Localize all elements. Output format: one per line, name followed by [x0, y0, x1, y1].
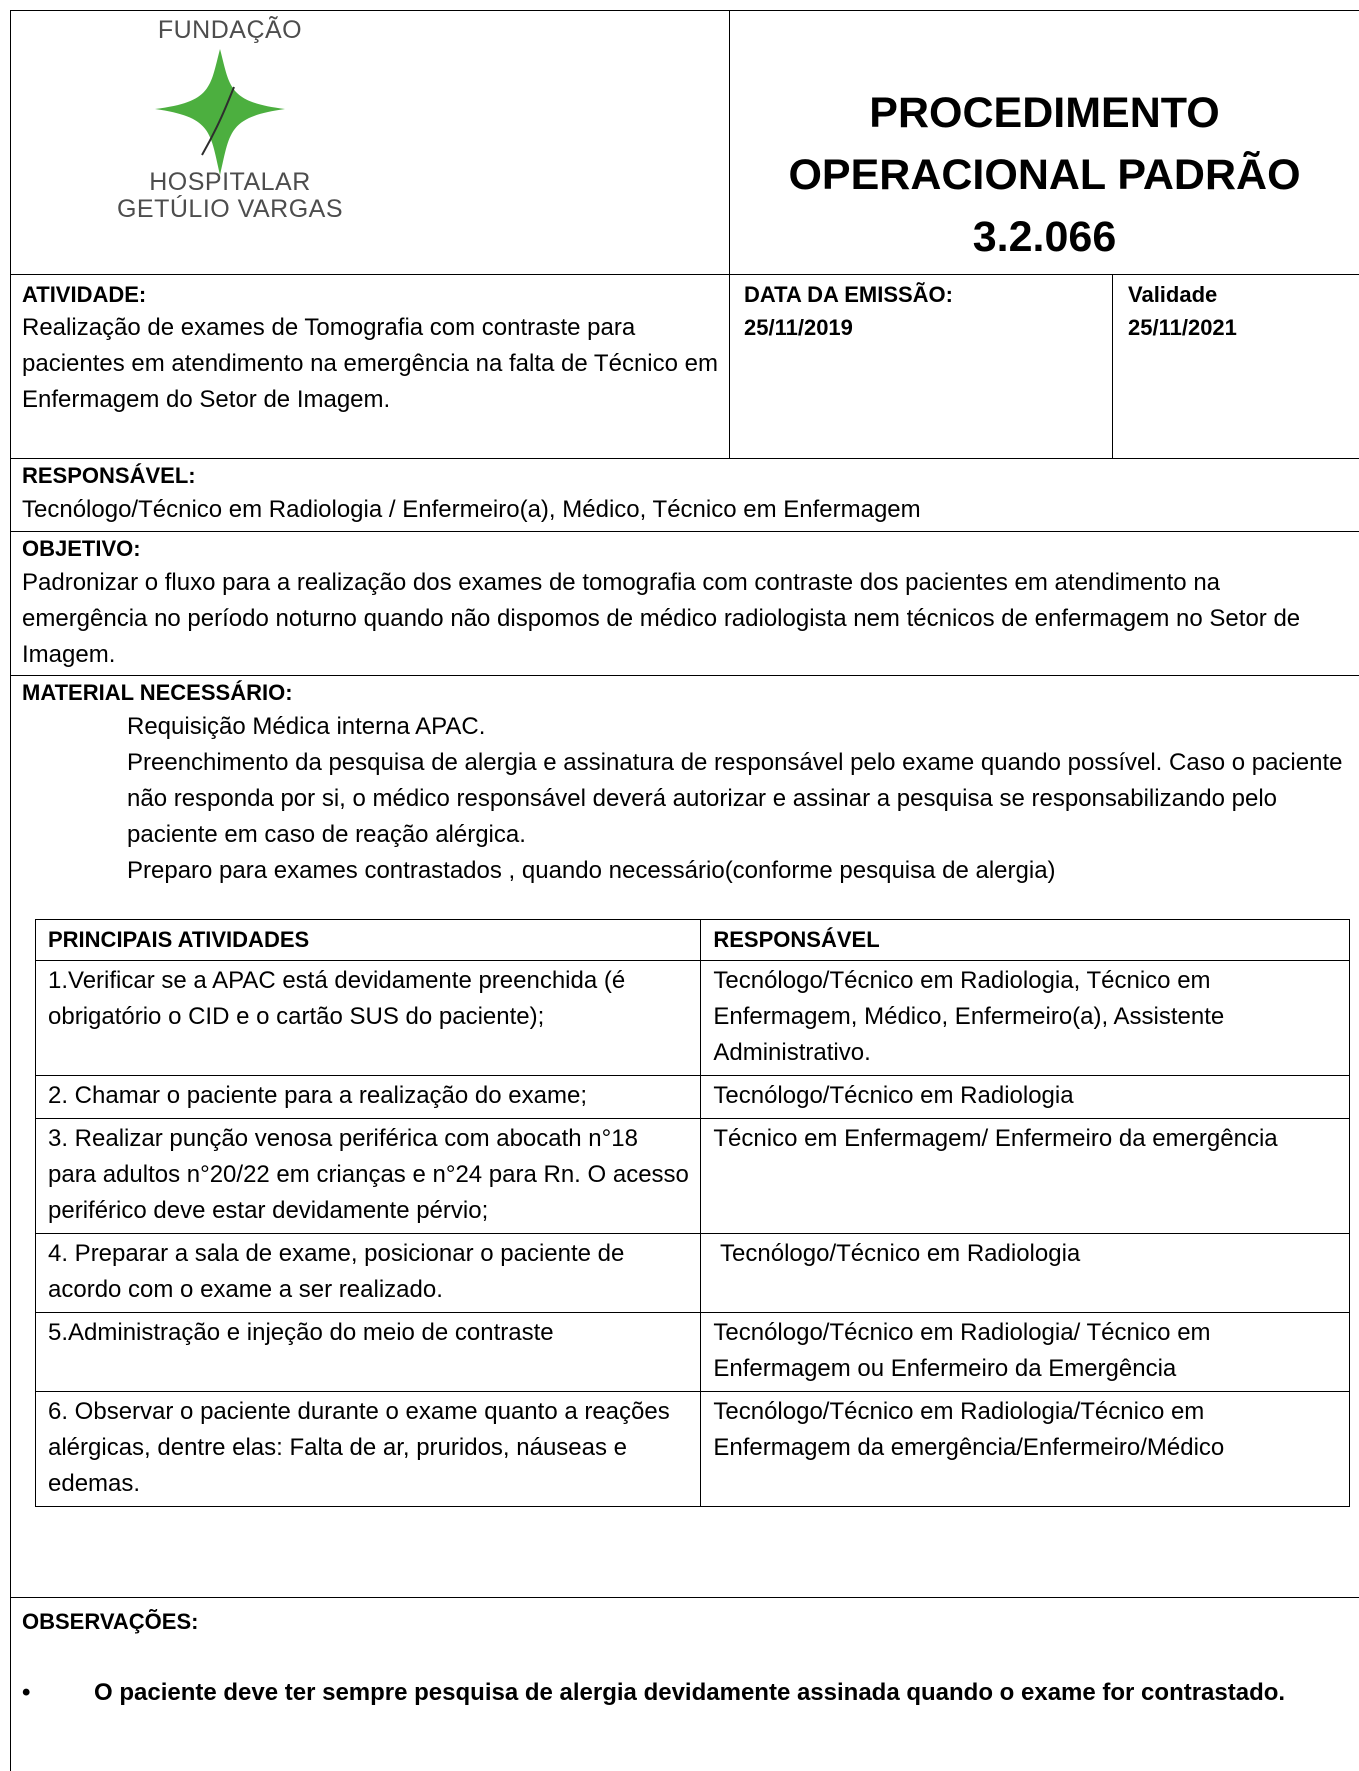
divider [10, 458, 1359, 459]
table-row [36, 1119, 1350, 1234]
page-title [730, 82, 1359, 268]
responsible-cell: Tecnólogo/Técnico em Radiologia [701, 1076, 1350, 1119]
objective-label: OBJETIVO: [22, 536, 141, 561]
responsible-label: RESPONSÁVEL: [22, 463, 196, 488]
activity-cell: 2. Chamar o paciente para a realização do exame; [36, 1076, 701, 1119]
activity-cell: 3. Realizar punção venosa periférica com abocath n°18 para adultos n°20/22 em crianças e n°24 para Rn. O acesso periférico deve estar devidamente pérvio; [36, 1119, 701, 1234]
divider [10, 1597, 1359, 1598]
material-item: Preparo para exames contrastados , quando necessário(conforme pesquisa de alergia) [127, 857, 1056, 884]
activity-cell: 5.Administração e injeção do meio de contraste [36, 1313, 701, 1392]
title-line-1: PROCEDIMENTO [869, 89, 1220, 137]
table-header-row [36, 920, 1350, 961]
table-row [36, 1234, 1350, 1313]
responsible-cell: Tecnólogo/Técnico em Radiologia/ Técnico em Enfermagem ou Enfermeiro da Emergência [701, 1313, 1350, 1392]
activity-cell: 6. Observar o paciente durante o exame quanto a reações alérgicas, dentre elas: Falta de ar, pruridos, náuseas e edemas. [36, 1392, 701, 1507]
material-item: Requisição Médica interna APAC. [127, 713, 486, 740]
observations-block [22, 1600, 1352, 1712]
activity-text: Realização de exames de Tomografia com contraste para pacientes em atendimento na emergência na falta de Técnico em Enfermagem do Setor de Imagem. [22, 314, 718, 413]
responsible-text: Tecnólogo/Técnico em Radiologia / Enfermeiro(a), Médico, Técnico em Enfermagem [22, 496, 921, 523]
validity-date: 25/11/2021 [1128, 315, 1237, 340]
responsible-cell: Tecnólogo/Técnico em Radiologia [701, 1234, 1350, 1313]
material-block [22, 677, 1357, 889]
material-item: Preenchimento da pesquisa de alergia e assinatura de responsável pelo exame quando possível. Caso o paciente não responda por si, o médico responsável deverá autorizar e assinar a pesquisa se responsabilizando pelo paciente em caso de reação alérgica. [127, 749, 1343, 848]
material-label: MATERIAL NECESSÁRIO: [22, 680, 293, 705]
activity-label: ATIVIDADE: [22, 282, 147, 307]
divider [10, 675, 1359, 676]
emission-date: 25/11/2019 [744, 315, 853, 340]
emission-label: DATA DA EMISSÃO: [744, 282, 953, 307]
table-row [36, 961, 1350, 1076]
responsible-block [22, 460, 1352, 528]
green-cross-icon [150, 47, 290, 177]
logo-line-getulio-vargas: GETÚLIO VARGAS [116, 195, 344, 223]
divider [10, 531, 1359, 532]
divider [10, 274, 1359, 275]
table-row [36, 1392, 1350, 1507]
responsible-cell: Tecnólogo/Técnico em Radiologia, Técnico em Enfermagem, Médico, Enfermeiro(a), Assistente Administrativo. [701, 961, 1350, 1076]
column-header-responsible: RESPONSÁVEL [701, 920, 1350, 961]
title-line-3: 3.2.066 [972, 213, 1117, 261]
responsible-cell: Tecnólogo/Técnico em Radiologia/Técnico em Enfermagem da emergência/Enfermeiro/Médico [701, 1392, 1350, 1507]
activities-table [35, 919, 1350, 1507]
validity-block [1128, 280, 1348, 343]
observations-label: OBSERVAÇÕES: [22, 1609, 199, 1634]
activity-block [22, 280, 722, 418]
activity-cell: 4. Preparar a sala de exame, posicionar o paciente de acordo com o exame a ser realizado. [36, 1234, 701, 1313]
logo [110, 12, 350, 237]
logo-line-fundacao: FUNDAÇÃO [157, 16, 303, 44]
column-header-activities: PRINCIPAIS ATIVIDADES [36, 920, 701, 961]
logo-line-hospitalar: HOSPITALAR [149, 168, 311, 196]
objective-text: Padronizar o fluxo para a realização dos exames de tomografia com contraste dos pacientes em atendimento na emergência no período noturno quando não dispomos de médico radiologista nem técnicos de enfermagem no Setor de Imagem. [22, 569, 1301, 668]
validity-label: Validade [1128, 282, 1218, 307]
responsible-cell: Técnico em Enfermagem/ Enfermeiro da emergência [701, 1119, 1350, 1234]
objective-block [22, 533, 1352, 673]
title-line-2: OPERACIONAL PADRÃO [788, 151, 1301, 199]
observation-item [22, 1674, 1352, 1712]
bullet-icon: • [22, 1679, 31, 1706]
table-row [36, 1076, 1350, 1119]
observation-text: O paciente deve ter sempre pesquisa de alergia devidamente assinada quando o exame for contrastado. [94, 1679, 1286, 1706]
divider [1112, 274, 1113, 458]
activity-cell: 1.Verificar se a APAC está devidamente preenchida (é obrigatório o CID e o cartão SUS do paciente); [36, 961, 701, 1076]
emission-block [744, 280, 1104, 343]
table-row [36, 1313, 1350, 1392]
